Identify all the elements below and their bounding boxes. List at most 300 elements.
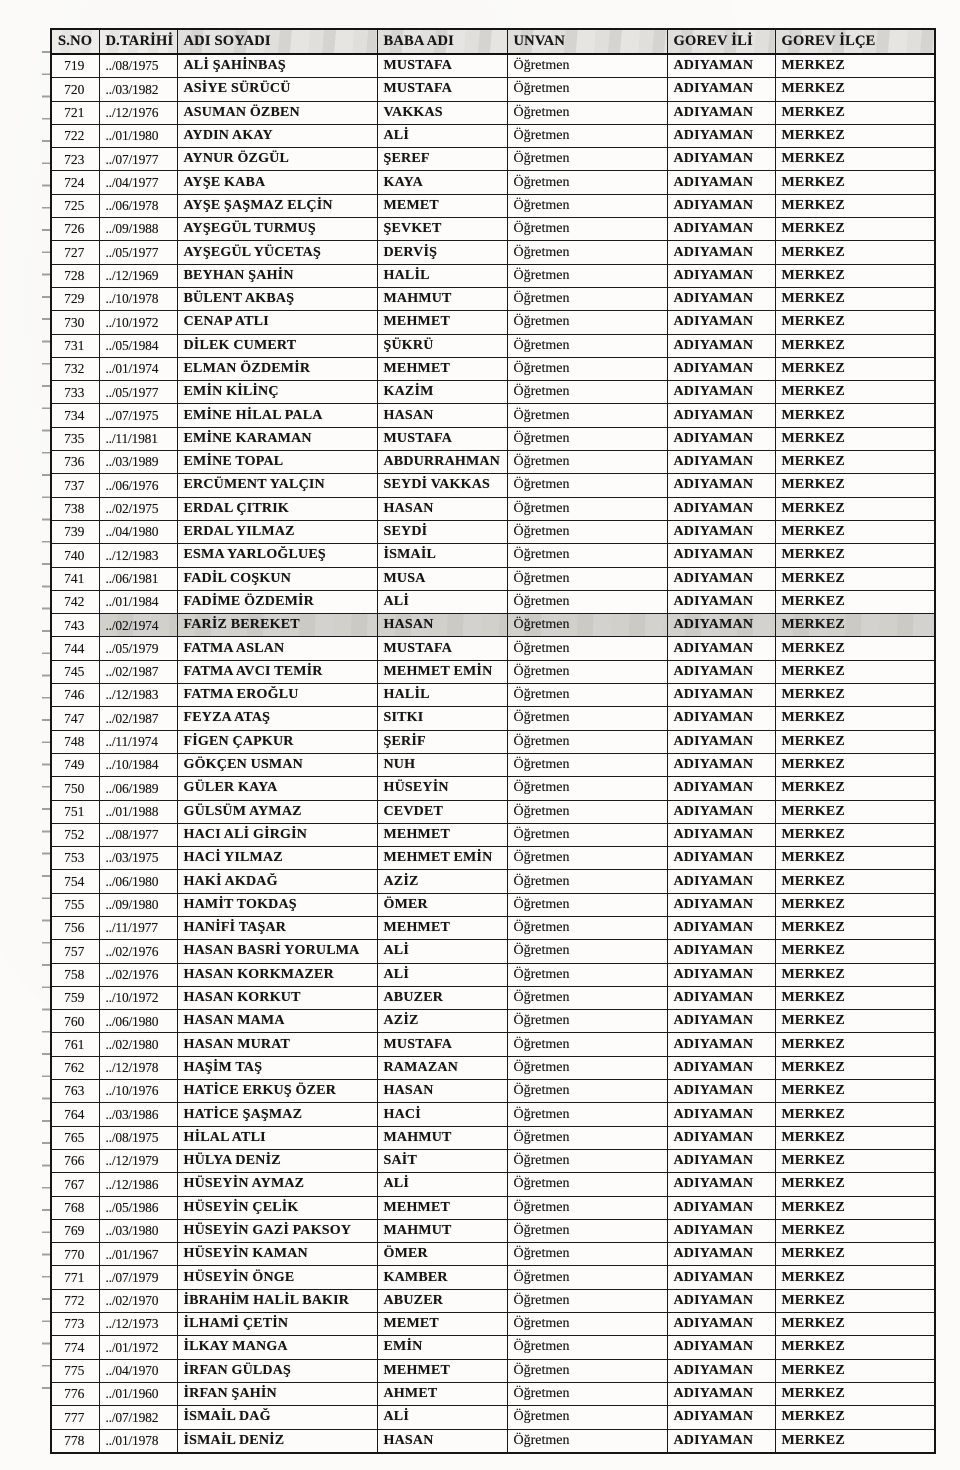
cell-gorev_ilce: MERKEZ <box>775 963 935 986</box>
table-row <box>51 707 935 730</box>
table-row <box>51 148 935 171</box>
table-row <box>51 1359 935 1382</box>
cell-baba_adi: MEHMET <box>377 357 507 380</box>
cell-baba_adi: AHMET <box>377 1382 507 1405</box>
cell-gorev_ilce: MERKEZ <box>775 1266 935 1289</box>
cell-dtarihi: ../04/1980 <box>99 520 177 543</box>
cell-gorev_ili: ADIYAMAN <box>667 1429 775 1453</box>
cell-dtarihi: ../08/1975 <box>99 54 177 78</box>
cell-gorev_ilce: MERKEZ <box>775 1336 935 1359</box>
table-row <box>51 1196 935 1219</box>
cell-gorev_ili: ADIYAMAN <box>667 1266 775 1289</box>
table-row <box>51 1219 935 1242</box>
cell-unvan: Öğretmen <box>507 1103 667 1126</box>
table-row <box>51 404 935 427</box>
cell-adi_soyadi: FADİME ÖZDEMİR <box>177 590 377 613</box>
cell-dtarihi: ../07/1982 <box>99 1406 177 1429</box>
cell-unvan: Öğretmen <box>507 1196 667 1219</box>
cell-sno: 735 <box>51 427 99 450</box>
cell-gorev_ili: ADIYAMAN <box>667 101 775 124</box>
cell-sno: 775 <box>51 1359 99 1382</box>
cell-adi_soyadi: HACI ALİ GİRGİN <box>177 823 377 846</box>
cell-gorev_ilce: MERKEZ <box>775 1359 935 1382</box>
cell-adi_soyadi: HASAN KORKUT <box>177 986 377 1009</box>
cell-dtarihi: ../04/1977 <box>99 171 177 194</box>
cell-dtarihi: ../02/1987 <box>99 707 177 730</box>
cell-dtarihi: ../02/1970 <box>99 1289 177 1312</box>
cell-dtarihi: ../10/1976 <box>99 1080 177 1103</box>
cell-gorev_ili: ADIYAMAN <box>667 847 775 870</box>
cell-sno: 748 <box>51 730 99 753</box>
cell-baba_adi: ŞERİF <box>377 730 507 753</box>
cell-adi_soyadi: HAKİ AKDAĞ <box>177 870 377 893</box>
cell-unvan: Öğretmen <box>507 1266 667 1289</box>
cell-dtarihi: ../02/1974 <box>99 614 177 637</box>
cell-sno: 738 <box>51 497 99 520</box>
table-row <box>51 1010 935 1033</box>
table-row <box>51 264 935 287</box>
cell-gorev_ilce: MERKEZ <box>775 1056 935 1079</box>
cell-baba_adi: KAMBER <box>377 1266 507 1289</box>
cell-sno: 753 <box>51 847 99 870</box>
cell-gorev_ili: ADIYAMAN <box>667 590 775 613</box>
cell-sno: 719 <box>51 54 99 78</box>
table-row <box>51 78 935 101</box>
cell-baba_adi: AZİZ <box>377 1010 507 1033</box>
cell-adi_soyadi: İRFAN ŞAHİN <box>177 1382 377 1405</box>
cell-gorev_ilce: MERKEZ <box>775 916 935 939</box>
table-row <box>51 684 935 707</box>
cell-adi_soyadi: ERCÜMENT YALÇIN <box>177 474 377 497</box>
cell-gorev_ilce: MERKEZ <box>775 124 935 147</box>
cell-dtarihi: ../12/1969 <box>99 264 177 287</box>
cell-unvan: Öğretmen <box>507 1033 667 1056</box>
cell-adi_soyadi: HÜSEYİN KAMAN <box>177 1243 377 1266</box>
cell-adi_soyadi: AYDIN AKAY <box>177 124 377 147</box>
cell-sno: 760 <box>51 1010 99 1033</box>
cell-adi_soyadi: HÜLYA DENİZ <box>177 1149 377 1172</box>
cell-unvan: Öğretmen <box>507 218 667 241</box>
column-header-baba_adi: BABA ADI <box>377 29 507 54</box>
cell-baba_adi: MUSA <box>377 567 507 590</box>
cell-adi_soyadi: İBRAHİM HALİL BAKIR <box>177 1289 377 1312</box>
cell-baba_adi: HACİ <box>377 1103 507 1126</box>
cell-unvan: Öğretmen <box>507 614 667 637</box>
cell-unvan: Öğretmen <box>507 660 667 683</box>
cell-sno: 763 <box>51 1080 99 1103</box>
cell-gorev_ili: ADIYAMAN <box>667 124 775 147</box>
cell-dtarihi: ../07/1977 <box>99 148 177 171</box>
cell-dtarihi: ../06/1981 <box>99 567 177 590</box>
cell-gorev_ili: ADIYAMAN <box>667 404 775 427</box>
cell-baba_adi: KAYA <box>377 171 507 194</box>
cell-unvan: Öğretmen <box>507 520 667 543</box>
cell-gorev_ili: ADIYAMAN <box>667 1219 775 1242</box>
cell-adi_soyadi: EMİN KİLİNÇ <box>177 381 377 404</box>
table-row <box>51 241 935 264</box>
table-row <box>51 1173 935 1196</box>
cell-gorev_ili: ADIYAMAN <box>667 730 775 753</box>
table-row <box>51 520 935 543</box>
table-row <box>51 1266 935 1289</box>
cell-dtarihi: ../08/1977 <box>99 823 177 846</box>
cell-adi_soyadi: AYŞE ŞAŞMAZ ELÇİN <box>177 194 377 217</box>
cell-unvan: Öğretmen <box>507 544 667 567</box>
cell-dtarihi: ../01/1984 <box>99 590 177 613</box>
cell-adi_soyadi: GÜLER KAYA <box>177 777 377 800</box>
table-row <box>51 753 935 776</box>
cell-sno: 729 <box>51 287 99 310</box>
cell-unvan: Öğretmen <box>507 730 667 753</box>
cell-sno: 733 <box>51 381 99 404</box>
cell-baba_adi: ABUZER <box>377 1289 507 1312</box>
cell-gorev_ilce: MERKEZ <box>775 287 935 310</box>
table-row <box>51 451 935 474</box>
cell-gorev_ilce: MERKEZ <box>775 474 935 497</box>
table-row <box>51 54 935 78</box>
cell-gorev_ili: ADIYAMAN <box>667 520 775 543</box>
cell-sno: 731 <box>51 334 99 357</box>
cell-baba_adi: ALİ <box>377 1173 507 1196</box>
cell-adi_soyadi: HASAN KORKMAZER <box>177 963 377 986</box>
column-header-gorev_ilce: GOREV İLÇE <box>775 29 935 54</box>
cell-unvan: Öğretmen <box>507 1243 667 1266</box>
cell-baba_adi: HALİL <box>377 684 507 707</box>
cell-gorev_ilce: MERKEZ <box>775 1313 935 1336</box>
cell-dtarihi: ../01/1978 <box>99 1429 177 1453</box>
cell-gorev_ili: ADIYAMAN <box>667 823 775 846</box>
cell-sno: 770 <box>51 1243 99 1266</box>
cell-baba_adi: HASAN <box>377 614 507 637</box>
cell-adi_soyadi: DİLEK CUMERT <box>177 334 377 357</box>
cell-adi_soyadi: HASAN BASRİ YORULMA <box>177 940 377 963</box>
cell-baba_adi: İSMAİL <box>377 544 507 567</box>
table-row <box>51 287 935 310</box>
cell-dtarihi: ../05/1977 <box>99 381 177 404</box>
cell-dtarihi: ../02/1987 <box>99 660 177 683</box>
cell-sno: 725 <box>51 194 99 217</box>
table-row <box>51 1382 935 1405</box>
cell-baba_adi: ALİ <box>377 963 507 986</box>
cell-gorev_ilce: MERKEZ <box>775 1243 935 1266</box>
cell-gorev_ilce: MERKEZ <box>775 753 935 776</box>
table-row <box>51 1149 935 1172</box>
cell-gorev_ili: ADIYAMAN <box>667 660 775 683</box>
cell-baba_adi: ABUZER <box>377 986 507 1009</box>
cell-sno: 727 <box>51 241 99 264</box>
cell-dtarihi: ../01/1988 <box>99 800 177 823</box>
cell-dtarihi: ../07/1975 <box>99 404 177 427</box>
cell-dtarihi: ../01/1960 <box>99 1382 177 1405</box>
cell-baba_adi: MEHMET <box>377 823 507 846</box>
cell-baba_adi: MUSTAFA <box>377 54 507 78</box>
cell-unvan: Öğretmen <box>507 427 667 450</box>
cell-adi_soyadi: AYŞEGÜL TURMUŞ <box>177 218 377 241</box>
cell-baba_adi: ŞEREF <box>377 148 507 171</box>
cell-unvan: Öğretmen <box>507 171 667 194</box>
cell-dtarihi: ../11/1974 <box>99 730 177 753</box>
cell-dtarihi: ../02/1975 <box>99 497 177 520</box>
cell-dtarihi: ../05/1986 <box>99 1196 177 1219</box>
cell-gorev_ilce: MERKEZ <box>775 171 935 194</box>
cell-sno: 754 <box>51 870 99 893</box>
cell-unvan: Öğretmen <box>507 54 667 78</box>
cell-unvan: Öğretmen <box>507 124 667 147</box>
cell-gorev_ili: ADIYAMAN <box>667 334 775 357</box>
table-row <box>51 637 935 660</box>
cell-baba_adi: AZİZ <box>377 870 507 893</box>
cell-gorev_ilce: MERKEZ <box>775 497 935 520</box>
cell-gorev_ilce: MERKEZ <box>775 1196 935 1219</box>
cell-sno: 745 <box>51 660 99 683</box>
cell-gorev_ili: ADIYAMAN <box>667 497 775 520</box>
cell-gorev_ili: ADIYAMAN <box>667 1010 775 1033</box>
cell-baba_adi: MEHMET EMİN <box>377 660 507 683</box>
table-row <box>51 916 935 939</box>
column-header-gorev_ili: GOREV İLİ <box>667 29 775 54</box>
table-row <box>51 1313 935 1336</box>
cell-baba_adi: HASAN <box>377 497 507 520</box>
cell-baba_adi: MEHMET <box>377 1359 507 1382</box>
cell-unvan: Öğretmen <box>507 148 667 171</box>
cell-gorev_ili: ADIYAMAN <box>667 1196 775 1219</box>
cell-dtarihi: ../12/1976 <box>99 101 177 124</box>
cell-gorev_ili: ADIYAMAN <box>667 870 775 893</box>
cell-unvan: Öğretmen <box>507 567 667 590</box>
cell-gorev_ilce: MERKEZ <box>775 1126 935 1149</box>
table-row <box>51 171 935 194</box>
cell-gorev_ili: ADIYAMAN <box>667 194 775 217</box>
cell-sno: 768 <box>51 1196 99 1219</box>
cell-gorev_ili: ADIYAMAN <box>667 916 775 939</box>
cell-sno: 762 <box>51 1056 99 1079</box>
cell-unvan: Öğretmen <box>507 1056 667 1079</box>
cell-dtarihi: ../04/1970 <box>99 1359 177 1382</box>
cell-dtarihi: ../01/1974 <box>99 357 177 380</box>
cell-gorev_ilce: MERKEZ <box>775 614 935 637</box>
cell-unvan: Öğretmen <box>507 823 667 846</box>
cell-unvan: Öğretmen <box>507 1359 667 1382</box>
cell-baba_adi: KAZİM <box>377 381 507 404</box>
cell-adi_soyadi: HAŞİM TAŞ <box>177 1056 377 1079</box>
cell-gorev_ili: ADIYAMAN <box>667 78 775 101</box>
cell-sno: 771 <box>51 1266 99 1289</box>
cell-adi_soyadi: HACİ YILMAZ <box>177 847 377 870</box>
cell-sno: 755 <box>51 893 99 916</box>
cell-unvan: Öğretmen <box>507 1382 667 1405</box>
cell-baba_adi: HASAN <box>377 1429 507 1453</box>
cell-dtarihi: ../01/1967 <box>99 1243 177 1266</box>
cell-adi_soyadi: BÜLENT AKBAŞ <box>177 287 377 310</box>
cell-sno: 777 <box>51 1406 99 1429</box>
cell-adi_soyadi: HANİFİ TAŞAR <box>177 916 377 939</box>
table-row <box>51 497 935 520</box>
cell-sno: 761 <box>51 1033 99 1056</box>
cell-gorev_ilce: MERKEZ <box>775 101 935 124</box>
cell-gorev_ilce: MERKEZ <box>775 78 935 101</box>
cell-unvan: Öğretmen <box>507 963 667 986</box>
cell-unvan: Öğretmen <box>507 1219 667 1242</box>
cell-baba_adi: MUSTAFA <box>377 78 507 101</box>
cell-gorev_ili: ADIYAMAN <box>667 614 775 637</box>
cell-dtarihi: ../03/1982 <box>99 78 177 101</box>
column-header-dtarihi: D.TARİHİ <box>99 29 177 54</box>
cell-gorev_ili: ADIYAMAN <box>667 381 775 404</box>
cell-dtarihi: ../10/1972 <box>99 311 177 334</box>
cell-adi_soyadi: İRFAN GÜLDAŞ <box>177 1359 377 1382</box>
cell-gorev_ilce: MERKEZ <box>775 707 935 730</box>
cell-baba_adi: NUH <box>377 753 507 776</box>
cell-adi_soyadi: AYŞEGÜL YÜCETAŞ <box>177 241 377 264</box>
cell-baba_adi: RAMAZAN <box>377 1056 507 1079</box>
cell-sno: 749 <box>51 753 99 776</box>
cell-gorev_ili: ADIYAMAN <box>667 1033 775 1056</box>
cell-dtarihi: ../12/1983 <box>99 544 177 567</box>
cell-gorev_ilce: MERKEZ <box>775 1289 935 1312</box>
cell-unvan: Öğretmen <box>507 1080 667 1103</box>
cell-gorev_ili: ADIYAMAN <box>667 54 775 78</box>
cell-baba_adi: ÖMER <box>377 893 507 916</box>
cell-sno: 741 <box>51 567 99 590</box>
cell-unvan: Öğretmen <box>507 1289 667 1312</box>
cell-adi_soyadi: FİGEN ÇAPKUR <box>177 730 377 753</box>
cell-dtarihi: ../01/1972 <box>99 1336 177 1359</box>
cell-sno: 765 <box>51 1126 99 1149</box>
cell-baba_adi: SEYDİ <box>377 520 507 543</box>
cell-unvan: Öğretmen <box>507 1429 667 1453</box>
cell-baba_adi: MEHMET <box>377 311 507 334</box>
cell-unvan: Öğretmen <box>507 1126 667 1149</box>
cell-dtarihi: ../08/1975 <box>99 1126 177 1149</box>
cell-gorev_ilce: MERKEZ <box>775 148 935 171</box>
cell-adi_soyadi: FATMA EROĞLU <box>177 684 377 707</box>
cell-gorev_ilce: MERKEZ <box>775 1406 935 1429</box>
cell-sno: 747 <box>51 707 99 730</box>
cell-dtarihi: ../10/1972 <box>99 986 177 1009</box>
cell-baba_adi: MUSTAFA <box>377 637 507 660</box>
table-row <box>51 777 935 800</box>
table-row <box>51 1103 935 1126</box>
cell-gorev_ili: ADIYAMAN <box>667 986 775 1009</box>
cell-baba_adi: MEMET <box>377 194 507 217</box>
cell-sno: 737 <box>51 474 99 497</box>
cell-gorev_ili: ADIYAMAN <box>667 1243 775 1266</box>
cell-adi_soyadi: ESMA YARLOĞLUEŞ <box>177 544 377 567</box>
cell-gorev_ilce: MERKEZ <box>775 730 935 753</box>
cell-gorev_ilce: MERKEZ <box>775 800 935 823</box>
cell-adi_soyadi: AYNUR ÖZGÜL <box>177 148 377 171</box>
cell-adi_soyadi: İSMAİL DENİZ <box>177 1429 377 1453</box>
cell-adi_soyadi: HÜSEYİN GAZİ PAKSOY <box>177 1219 377 1242</box>
cell-gorev_ili: ADIYAMAN <box>667 311 775 334</box>
cell-sno: 726 <box>51 218 99 241</box>
cell-dtarihi: ../11/1977 <box>99 916 177 939</box>
table-row <box>51 963 935 986</box>
cell-dtarihi: ../02/1976 <box>99 963 177 986</box>
cell-gorev_ili: ADIYAMAN <box>667 1103 775 1126</box>
cell-gorev_ili: ADIYAMAN <box>667 777 775 800</box>
cell-dtarihi: ../06/1980 <box>99 870 177 893</box>
cell-baba_adi: MEHMET <box>377 1196 507 1219</box>
cell-gorev_ilce: MERKEZ <box>775 823 935 846</box>
cell-adi_soyadi: HAMİT TOKDAŞ <box>177 893 377 916</box>
cell-sno: 721 <box>51 101 99 124</box>
cell-sno: 750 <box>51 777 99 800</box>
cell-gorev_ilce: MERKEZ <box>775 986 935 1009</box>
cell-gorev_ili: ADIYAMAN <box>667 753 775 776</box>
cell-gorev_ili: ADIYAMAN <box>667 567 775 590</box>
table-row <box>51 893 935 916</box>
cell-sno: 724 <box>51 171 99 194</box>
cell-gorev_ili: ADIYAMAN <box>667 148 775 171</box>
table-row <box>51 940 935 963</box>
cell-baba_adi: SITKI <box>377 707 507 730</box>
cell-sno: 728 <box>51 264 99 287</box>
cell-gorev_ilce: MERKEZ <box>775 684 935 707</box>
cell-baba_adi: MUSTAFA <box>377 1033 507 1056</box>
cell-gorev_ili: ADIYAMAN <box>667 241 775 264</box>
cell-baba_adi: MEMET <box>377 1313 507 1336</box>
cell-unvan: Öğretmen <box>507 334 667 357</box>
cell-gorev_ili: ADIYAMAN <box>667 357 775 380</box>
cell-gorev_ilce: MERKEZ <box>775 870 935 893</box>
table-row <box>51 544 935 567</box>
cell-adi_soyadi: ASUMAN ÖZBEN <box>177 101 377 124</box>
cell-dtarihi: ../12/1979 <box>99 1149 177 1172</box>
table-row <box>51 730 935 753</box>
table-row <box>51 870 935 893</box>
cell-unvan: Öğretmen <box>507 287 667 310</box>
cell-gorev_ilce: MERKEZ <box>775 1103 935 1126</box>
cell-sno: 746 <box>51 684 99 707</box>
cell-sno: 769 <box>51 1219 99 1242</box>
cell-baba_adi: VAKKAS <box>377 101 507 124</box>
cell-baba_adi: MAHMUT <box>377 287 507 310</box>
cell-unvan: Öğretmen <box>507 1406 667 1429</box>
cell-sno: 764 <box>51 1103 99 1126</box>
cell-dtarihi: ../03/1986 <box>99 1103 177 1126</box>
cell-dtarihi: ../03/1989 <box>99 451 177 474</box>
cell-gorev_ilce: MERKEZ <box>775 1219 935 1242</box>
cell-adi_soyadi: GÜLSÜM AYMAZ <box>177 800 377 823</box>
cell-adi_soyadi: GÖKÇEN USMAN <box>177 753 377 776</box>
table-row <box>51 311 935 334</box>
cell-gorev_ilce: MERKEZ <box>775 777 935 800</box>
table-row <box>51 1406 935 1429</box>
cell-baba_adi: SEYDİ VAKKAS <box>377 474 507 497</box>
cell-gorev_ili: ADIYAMAN <box>667 171 775 194</box>
cell-unvan: Öğretmen <box>507 777 667 800</box>
table-row <box>51 334 935 357</box>
cell-gorev_ili: ADIYAMAN <box>667 1359 775 1382</box>
cell-unvan: Öğretmen <box>507 986 667 1009</box>
cell-adi_soyadi: FATMA ASLAN <box>177 637 377 660</box>
cell-gorev_ilce: MERKEZ <box>775 520 935 543</box>
cell-baba_adi: ABDURRAHMAN <box>377 451 507 474</box>
table-row <box>51 1056 935 1079</box>
cell-baba_adi: MEHMET <box>377 916 507 939</box>
cell-gorev_ili: ADIYAMAN <box>667 1173 775 1196</box>
cell-adi_soyadi: HATİCE ERKUŞ ÖZER <box>177 1080 377 1103</box>
cell-gorev_ili: ADIYAMAN <box>667 1289 775 1312</box>
cell-gorev_ilce: MERKEZ <box>775 544 935 567</box>
cell-adi_soyadi: FADİL COŞKUN <box>177 567 377 590</box>
table-row <box>51 474 935 497</box>
cell-gorev_ilce: MERKEZ <box>775 660 935 683</box>
cell-dtarihi: ../03/1975 <box>99 847 177 870</box>
cell-gorev_ilce: MERKEZ <box>775 218 935 241</box>
cell-sno: 739 <box>51 520 99 543</box>
